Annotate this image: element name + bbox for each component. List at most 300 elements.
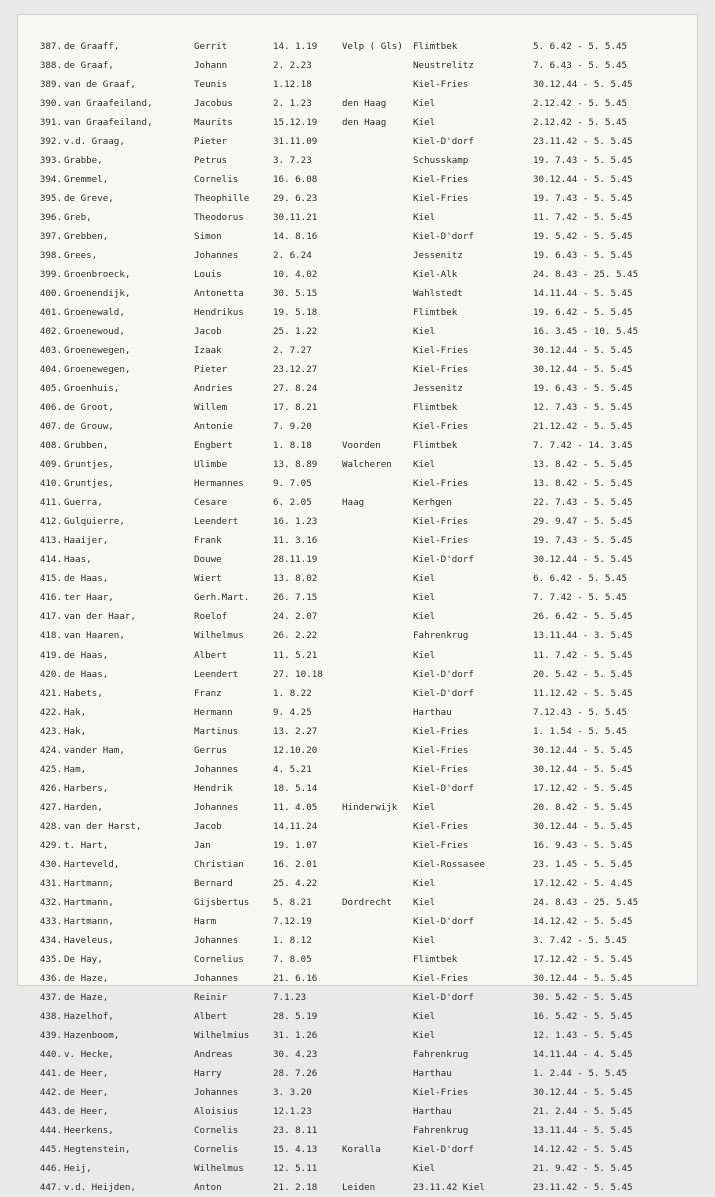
given-name: Cornelis bbox=[194, 1124, 239, 1136]
birth-place: Koralla bbox=[342, 1143, 381, 1155]
camp-location: Kiel-D'dorf bbox=[413, 668, 474, 680]
camp-location: Fahrenkrug bbox=[413, 1048, 469, 1060]
birth-date: 23.12.27 bbox=[273, 364, 318, 376]
entry-number: 403. bbox=[39, 345, 62, 357]
entry-number: 390. bbox=[39, 98, 62, 110]
surname: Groenewald, bbox=[64, 307, 125, 319]
camp-location: Flimtbek bbox=[413, 402, 458, 414]
period-dates: 22. 7.43 - 5. 5.45 bbox=[533, 497, 633, 509]
entry-number: 392. bbox=[39, 136, 62, 148]
birth-date: 16. 6.08 bbox=[273, 174, 318, 186]
period-dates: 1. 2.44 - 5. 5.45 bbox=[533, 1067, 628, 1079]
surname: Groenewoud, bbox=[64, 326, 125, 338]
birth-date: 26. 7.15 bbox=[273, 592, 318, 604]
register-row bbox=[18, 75, 699, 94]
register-row bbox=[18, 37, 699, 56]
given-name: Pieter bbox=[194, 136, 228, 148]
entry-number: 447. bbox=[39, 1181, 62, 1193]
register-row bbox=[18, 284, 699, 303]
camp-location: Kerhgen bbox=[413, 497, 452, 509]
given-name: Theophille bbox=[194, 193, 250, 205]
surname: van der Haar, bbox=[64, 611, 136, 623]
register-row bbox=[18, 455, 699, 474]
period-dates: 13. 8.42 - 5. 5.45 bbox=[533, 478, 633, 490]
birth-place: Velp ( Gls) bbox=[342, 41, 403, 52]
period-dates: 30.12.44 - 5. 5.45 bbox=[533, 174, 633, 186]
period-dates: 2.12.42 - 5. 5.45 bbox=[533, 117, 628, 129]
camp-location: Harthau bbox=[413, 1067, 452, 1079]
register-row bbox=[18, 436, 699, 455]
register-row bbox=[18, 1102, 699, 1121]
camp-location: Flimtbek bbox=[413, 440, 458, 452]
register-row bbox=[18, 208, 699, 227]
given-name: Hermannes bbox=[194, 478, 244, 490]
surname: Hak, bbox=[64, 706, 87, 718]
surname: Habets, bbox=[64, 687, 103, 699]
register-row bbox=[18, 360, 699, 379]
register-row bbox=[18, 684, 699, 703]
surname: Groenewegen, bbox=[64, 345, 131, 357]
birth-date: 3. 7.23 bbox=[273, 155, 312, 167]
period-dates: 29. 9.47 - 5. 5.45 bbox=[533, 516, 633, 528]
birth-date: 17. 8.21 bbox=[273, 402, 318, 414]
camp-location: Kiel bbox=[413, 801, 436, 813]
period-dates: 20. 5.42 - 5. 5.45 bbox=[533, 668, 633, 680]
surname: Haveleus, bbox=[64, 934, 114, 946]
camp-location: Kiel bbox=[413, 326, 436, 338]
camp-location: Flimtbek bbox=[413, 307, 458, 319]
period-dates: 21.12.42 - 5. 5.45 bbox=[533, 421, 633, 433]
period-dates: 14.12.42 - 5. 5.45 bbox=[533, 1143, 633, 1155]
surname: Groenhuis, bbox=[64, 383, 120, 395]
camp-location: Kiel bbox=[413, 1010, 436, 1022]
camp-location: Kiel-Fries bbox=[413, 345, 469, 357]
birth-date: 31. 1.26 bbox=[273, 1029, 318, 1041]
entry-number: 417. bbox=[39, 611, 62, 623]
camp-location: Kiel bbox=[413, 459, 436, 471]
birth-place: Haag bbox=[342, 497, 365, 509]
entry-number: 423. bbox=[39, 725, 62, 737]
surname: de Greve, bbox=[64, 193, 114, 205]
surname: van Haaren, bbox=[64, 630, 125, 642]
birth-date: 2. 6.24 bbox=[273, 250, 312, 262]
birth-date: 27. 8.24 bbox=[273, 383, 318, 395]
entry-number: 413. bbox=[39, 535, 62, 547]
surname: van de Graaf, bbox=[64, 79, 136, 91]
given-name: Petrus bbox=[194, 155, 228, 167]
given-name: Jacobus bbox=[194, 98, 233, 110]
surname: ter Haar, bbox=[64, 592, 114, 604]
birth-date: 28. 5.19 bbox=[273, 1010, 318, 1022]
birth-date: 2. 1.23 bbox=[273, 98, 312, 110]
camp-location: Fahrenkrug bbox=[413, 630, 469, 642]
period-dates: 16. 9.43 - 5. 5.45 bbox=[533, 839, 633, 851]
camp-location: Neustrelitz bbox=[413, 60, 474, 72]
camp-location: Kiel bbox=[413, 592, 436, 604]
camp-location: Kiel-Fries bbox=[413, 364, 469, 376]
camp-location: Kiel-Fries bbox=[413, 516, 469, 528]
camp-location: Kiel-Fries bbox=[413, 725, 469, 737]
period-dates: 23.11.42 - 5. 5.45 bbox=[533, 136, 633, 148]
surname: Heerkens, bbox=[64, 1124, 114, 1136]
entry-number: 394. bbox=[39, 174, 62, 186]
camp-location: Kiel-D'dorf bbox=[413, 136, 474, 148]
entry-number: 427. bbox=[39, 801, 62, 813]
entry-number: 402. bbox=[39, 326, 62, 338]
camp-location: Fahrenkrug bbox=[413, 1124, 469, 1136]
birth-date: 7. 9.20 bbox=[273, 421, 312, 433]
camp-location: Kiel-D'dorf bbox=[413, 915, 474, 927]
entry-number: 393. bbox=[39, 155, 62, 167]
given-name: Wilhelmus bbox=[194, 630, 244, 642]
entry-number: 408. bbox=[39, 440, 62, 452]
camp-location: Kiel-D'dorf bbox=[413, 1143, 474, 1155]
register-row bbox=[18, 246, 699, 265]
birth-date: 24. 2.07 bbox=[273, 611, 318, 623]
birth-date: 16. 2.01 bbox=[273, 858, 318, 870]
birth-date: 7.12.19 bbox=[273, 915, 312, 927]
entry-number: 420. bbox=[39, 668, 62, 680]
birth-date: 25. 4.22 bbox=[273, 877, 318, 889]
register-row bbox=[18, 817, 699, 836]
period-dates: 26. 6.42 - 5. 5.45 bbox=[533, 611, 633, 623]
given-name: Simon bbox=[194, 231, 222, 243]
given-name: Hendrik bbox=[194, 782, 233, 794]
period-dates: 30.12.44 - 5. 5.45 bbox=[533, 1086, 633, 1098]
birth-date: 3. 3.20 bbox=[273, 1086, 312, 1098]
birth-date: 19. 1.07 bbox=[273, 839, 318, 851]
given-name: Andreas bbox=[194, 1048, 233, 1060]
entry-number: 429. bbox=[39, 839, 62, 851]
surname: t. Hart, bbox=[64, 839, 109, 851]
surname: de Haas, bbox=[64, 668, 109, 680]
period-dates: 5. 6.42 - 5. 5.45 bbox=[533, 41, 628, 52]
period-dates: 11. 7.42 - 5. 5.45 bbox=[533, 649, 633, 661]
given-name: Wilhelmus bbox=[194, 1162, 244, 1174]
register-row bbox=[18, 398, 699, 417]
surname: Gruntjes, bbox=[64, 478, 114, 490]
register-row bbox=[18, 741, 699, 760]
entry-number: 445. bbox=[39, 1143, 62, 1155]
entry-number: 425. bbox=[39, 763, 62, 775]
entry-number: 400. bbox=[39, 288, 62, 300]
register-row bbox=[18, 531, 699, 550]
birth-date: 14.11.24 bbox=[273, 820, 318, 832]
birth-place: Hinderwijk bbox=[342, 801, 398, 813]
entry-number: 396. bbox=[39, 212, 62, 224]
camp-location: Flimtbek bbox=[413, 41, 458, 52]
entry-number: 387. bbox=[39, 41, 62, 52]
camp-location: Kiel bbox=[413, 117, 436, 129]
register-row bbox=[18, 1121, 699, 1140]
given-name: Gerh.Mart. bbox=[194, 592, 250, 604]
surname: Groenewegen, bbox=[64, 364, 131, 376]
birth-date: 21. 2.18 bbox=[273, 1181, 318, 1193]
surname: Harteveld, bbox=[64, 858, 120, 870]
surname: De Hay, bbox=[64, 953, 103, 965]
entry-number: 405. bbox=[39, 383, 62, 395]
register-row bbox=[18, 303, 699, 322]
surname: Grubben, bbox=[64, 440, 109, 452]
birth-date: 28. 7.26 bbox=[273, 1067, 318, 1079]
camp-location: Harthau bbox=[413, 1105, 452, 1117]
birth-date: 14. 8.16 bbox=[273, 231, 318, 243]
given-name: Cesare bbox=[194, 497, 228, 509]
given-name: Harry bbox=[194, 1067, 222, 1079]
camp-location: Kiel bbox=[413, 896, 436, 908]
surname: Greb, bbox=[64, 212, 92, 224]
register-row bbox=[18, 1083, 699, 1102]
birth-place: Dordrecht bbox=[342, 896, 392, 908]
period-dates: 17.12.42 - 5. 5.45 bbox=[533, 953, 633, 965]
register-row bbox=[18, 189, 699, 208]
scanned-page bbox=[17, 14, 698, 1193]
surname: Hegtenstein, bbox=[64, 1143, 131, 1155]
camp-location: Jessenitz bbox=[413, 250, 463, 262]
period-dates: 21. 2.44 - 5. 5.45 bbox=[533, 1105, 633, 1117]
register-row bbox=[18, 607, 699, 626]
period-dates: 13. 8.42 - 5. 5.45 bbox=[533, 459, 633, 471]
surname: de Groot, bbox=[64, 402, 114, 414]
period-dates: 14.11.44 - 5. 5.45 bbox=[533, 288, 633, 300]
period-dates: 7. 7.42 - 14. 3.45 bbox=[533, 440, 633, 452]
register-row bbox=[18, 113, 699, 132]
entry-number: 418. bbox=[39, 630, 62, 642]
camp-location: Kiel-Fries bbox=[413, 79, 469, 91]
given-name: Roelof bbox=[194, 611, 228, 623]
register-row bbox=[18, 132, 699, 151]
entry-number: 415. bbox=[39, 573, 62, 585]
register-row bbox=[18, 931, 699, 950]
given-name: Engbert bbox=[194, 440, 233, 452]
birth-date: 14. 1.19 bbox=[273, 41, 318, 52]
entry-number: 391. bbox=[39, 117, 62, 129]
period-dates: 24. 8.43 - 25. 5.45 bbox=[533, 896, 639, 908]
given-name: Antonie bbox=[194, 421, 233, 433]
register-row bbox=[18, 626, 699, 645]
entry-number: 433. bbox=[39, 915, 62, 927]
birth-date: 4. 5.21 bbox=[273, 763, 312, 775]
entry-number: 411. bbox=[39, 497, 62, 509]
entry-number: 416. bbox=[39, 592, 62, 604]
birth-date: 13. 8.89 bbox=[273, 459, 318, 471]
birth-date: 23. 8.11 bbox=[273, 1124, 318, 1136]
register-row bbox=[18, 1140, 699, 1159]
given-name: Gijsbertus bbox=[194, 896, 250, 908]
register-row bbox=[18, 94, 699, 113]
camp-location: Kiel-Rossasee bbox=[413, 858, 485, 870]
surname: Hazelhof, bbox=[64, 1010, 114, 1022]
given-name: Teunis bbox=[194, 79, 228, 91]
entry-number: 435. bbox=[39, 953, 62, 965]
given-name: Frank bbox=[194, 535, 222, 547]
entry-number: 399. bbox=[39, 269, 62, 281]
camp-location: Kiel bbox=[413, 934, 436, 946]
entry-number: 431. bbox=[39, 877, 62, 889]
register-row bbox=[18, 341, 699, 360]
birth-date: 31.11.09 bbox=[273, 136, 318, 148]
register-row bbox=[18, 969, 699, 988]
camp-location: Kiel-Fries bbox=[413, 820, 469, 832]
register-row bbox=[18, 1026, 699, 1045]
entry-number: 414. bbox=[39, 554, 62, 566]
register-row bbox=[18, 1159, 699, 1178]
register-row bbox=[18, 779, 699, 798]
surname: de Haas, bbox=[64, 649, 109, 661]
register-row bbox=[18, 151, 699, 170]
birth-date: 9. 4.25 bbox=[273, 706, 312, 718]
register-row bbox=[18, 950, 699, 969]
birth-place: Voorden bbox=[342, 440, 381, 452]
entry-number: 421. bbox=[39, 687, 62, 699]
surname: Harden, bbox=[64, 801, 103, 813]
camp-location: Harthau bbox=[413, 706, 452, 718]
given-name: Gerrit bbox=[194, 41, 228, 52]
period-dates: 11. 7.42 - 5. 5.45 bbox=[533, 212, 633, 224]
period-dates: 30.12.44 - 5. 5.45 bbox=[533, 820, 633, 832]
period-dates: 17.12.42 - 5. 4.45 bbox=[533, 877, 633, 889]
birth-date: 10. 4.02 bbox=[273, 269, 318, 281]
given-name: Gerrus bbox=[194, 744, 228, 756]
register-row bbox=[18, 417, 699, 436]
given-name: Christian bbox=[194, 858, 244, 870]
given-name: Hendrikus bbox=[194, 307, 244, 319]
period-dates: 14.11.44 - 4. 5.45 bbox=[533, 1048, 633, 1060]
birth-date: 21. 6.16 bbox=[273, 972, 318, 984]
surname: de Haas, bbox=[64, 573, 109, 585]
birth-date: 19. 5.18 bbox=[273, 307, 318, 319]
surname: de Heer, bbox=[64, 1105, 109, 1117]
period-dates: 20. 8.42 - 5. 5.45 bbox=[533, 801, 633, 813]
birth-date: 7. 8.05 bbox=[273, 953, 312, 965]
register-row bbox=[18, 836, 699, 855]
birth-date: 16. 1.23 bbox=[273, 516, 318, 528]
birth-date: 11. 4.05 bbox=[273, 801, 318, 813]
birth-date: 1.12.18 bbox=[273, 79, 312, 91]
entry-number: 441. bbox=[39, 1067, 62, 1079]
period-dates: 30.12.44 - 5. 5.45 bbox=[533, 364, 633, 376]
surname: de Haze, bbox=[64, 991, 109, 1003]
given-name: Albert bbox=[194, 649, 228, 661]
entry-number: 443. bbox=[39, 1105, 62, 1117]
period-dates: 7.12.43 - 5. 5.45 bbox=[533, 706, 628, 718]
birth-place: Walcheren bbox=[342, 459, 392, 471]
register-row bbox=[18, 265, 699, 284]
entry-number: 446. bbox=[39, 1162, 62, 1174]
register-row bbox=[18, 1045, 699, 1064]
given-name: Johannes bbox=[194, 1086, 239, 1098]
camp-location: Kiel-Fries bbox=[413, 193, 469, 205]
camp-location: Kiel bbox=[413, 98, 436, 110]
entry-number: 430. bbox=[39, 858, 62, 870]
period-dates: 30.12.44 - 5. 5.45 bbox=[533, 79, 633, 91]
camp-location: Schusskamp bbox=[413, 155, 469, 167]
birth-date: 13. 8.02 bbox=[273, 573, 318, 585]
surname: de Heer, bbox=[64, 1067, 109, 1079]
given-name: Johann bbox=[194, 60, 228, 72]
surname: Heij, bbox=[64, 1162, 92, 1174]
entry-number: 444. bbox=[39, 1124, 62, 1136]
period-dates: 13.11.44 - 3. 5.45 bbox=[533, 630, 633, 642]
register-row bbox=[18, 893, 699, 912]
entry-number: 407. bbox=[39, 421, 62, 433]
register-row bbox=[18, 703, 699, 722]
birth-date: 29. 6.23 bbox=[273, 193, 318, 205]
period-dates: 30. 5.42 - 5. 5.45 bbox=[533, 991, 633, 1003]
camp-location: Kiel bbox=[413, 649, 436, 661]
camp-location: Kiel-Fries bbox=[413, 744, 469, 756]
given-name: Johannes bbox=[194, 763, 239, 775]
given-name: Andries bbox=[194, 383, 233, 395]
birth-date: 30. 4.23 bbox=[273, 1048, 318, 1060]
surname: Gremmel, bbox=[64, 174, 109, 186]
birth-date: 30. 5.15 bbox=[273, 288, 318, 300]
period-dates: 23.11.42 - 5. 5.45 bbox=[533, 1181, 633, 1193]
camp-location: Kiel-Fries bbox=[413, 839, 469, 851]
surname: de Grouw, bbox=[64, 421, 114, 433]
birth-date: 28.11.19 bbox=[273, 554, 318, 566]
birth-date: 18. 5.14 bbox=[273, 782, 318, 794]
register-row bbox=[18, 512, 699, 531]
given-name: Franz bbox=[194, 687, 222, 699]
camp-location: Kiel-Fries bbox=[413, 972, 469, 984]
entry-number: 412. bbox=[39, 516, 62, 528]
birth-date: 15.12.19 bbox=[273, 117, 318, 129]
register-row bbox=[18, 170, 699, 189]
period-dates: 12. 7.43 - 5. 5.45 bbox=[533, 402, 633, 414]
given-name: Izaak bbox=[194, 345, 222, 357]
surname: Gulquierre, bbox=[64, 516, 125, 528]
given-name: Martinus bbox=[194, 725, 239, 737]
given-name: Johannes bbox=[194, 250, 239, 262]
register-row bbox=[18, 474, 699, 493]
camp-location: Kiel-D'dorf bbox=[413, 231, 474, 243]
given-name: Johannes bbox=[194, 934, 239, 946]
surname: Guerra, bbox=[64, 497, 103, 509]
register-row bbox=[18, 798, 699, 817]
surname: Hazenboom, bbox=[64, 1029, 120, 1041]
surname: de Graaf, bbox=[64, 60, 114, 72]
surname: de Heer, bbox=[64, 1086, 109, 1098]
period-dates: 1. 1.54 - 5. 5.45 bbox=[533, 725, 628, 737]
period-dates: 19. 6.43 - 5. 5.45 bbox=[533, 250, 633, 262]
entry-number: 401. bbox=[39, 307, 62, 319]
entry-number: 409. bbox=[39, 459, 62, 471]
register-row bbox=[18, 1178, 699, 1197]
period-dates: 19. 6.43 - 5. 5.45 bbox=[533, 383, 633, 395]
birth-place: den Haag bbox=[342, 117, 387, 129]
birth-date: 7.1.23 bbox=[273, 991, 307, 1003]
surname: Grabbe, bbox=[64, 155, 103, 167]
register-row bbox=[18, 322, 699, 341]
entry-number: 424. bbox=[39, 744, 62, 756]
camp-location: Kiel-Alk bbox=[413, 269, 458, 281]
given-name: Douwe bbox=[194, 554, 222, 566]
period-dates: 23. 1.45 - 5. 5.45 bbox=[533, 858, 633, 870]
register-row bbox=[18, 646, 699, 665]
register-row bbox=[18, 1007, 699, 1026]
birth-place: Leiden bbox=[342, 1181, 376, 1193]
surname: Gruntjes, bbox=[64, 459, 114, 471]
register-row bbox=[18, 550, 699, 569]
birth-date: 11. 5.21 bbox=[273, 649, 318, 661]
entry-number: 438. bbox=[39, 1010, 62, 1022]
camp-location: Kiel bbox=[413, 877, 436, 889]
period-dates: 11.12.42 - 5. 5.45 bbox=[533, 687, 633, 699]
register-row bbox=[18, 855, 699, 874]
period-dates: 17.12.42 - 5. 5.45 bbox=[533, 782, 633, 794]
camp-location: Kiel bbox=[413, 1162, 436, 1174]
